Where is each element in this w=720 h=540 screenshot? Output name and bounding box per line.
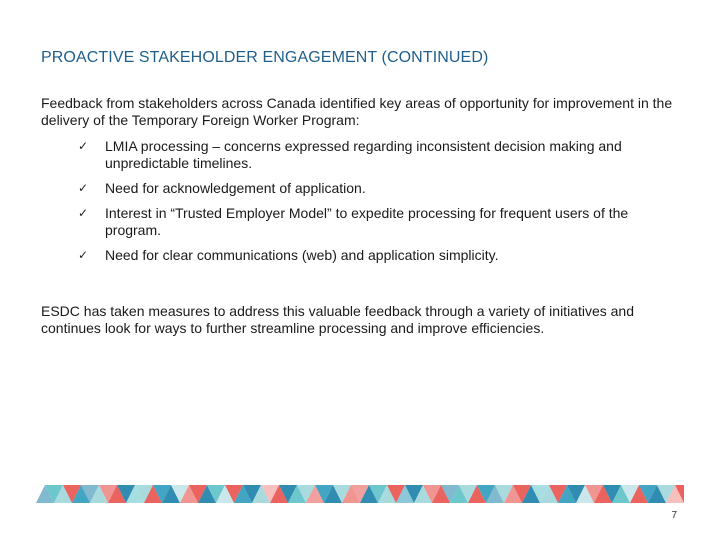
slide-title: PROACTIVE STAKEHOLDER ENGAGEMENT (CONTINUED): [41, 49, 489, 66]
check-icon: ✓: [78, 206, 89, 220]
checklist: [78, 138, 688, 272]
list-item: [78, 138, 688, 172]
list-item-text: Need for clear communications (web) and application simplicity.: [105, 247, 499, 263]
check-icon: ✓: [78, 181, 89, 195]
check-icon: ✓: [78, 248, 89, 262]
list-item-text: Interest in “Trusted Employer Model” to expedite processing for frequent users of the program.: [105, 205, 629, 238]
list-item: [78, 180, 688, 197]
check-icon: ✓: [78, 139, 89, 153]
list-item-text: LMIA processing – concerns expressed regarding inconsistent decision making and unpredictable timelines.: [105, 138, 622, 171]
list-item: [78, 205, 688, 239]
closing-paragraph: ESDC has taken measures to address this valuable feedback through a variety of initiatives and continues look for ways to further streamline processing and improve efficiencies.: [41, 303, 634, 336]
intro-paragraph: Feedback from stakeholders across Canada identified key areas of opportunity for improvement in the delivery of the Temporary Foreign Worker Program:: [41, 95, 673, 128]
page-number: 7: [671, 510, 677, 521]
list-item-text: Need for acknowledgement of application.: [105, 180, 366, 196]
triangle-pattern-band: [36, 485, 684, 503]
list-item: [78, 247, 688, 264]
